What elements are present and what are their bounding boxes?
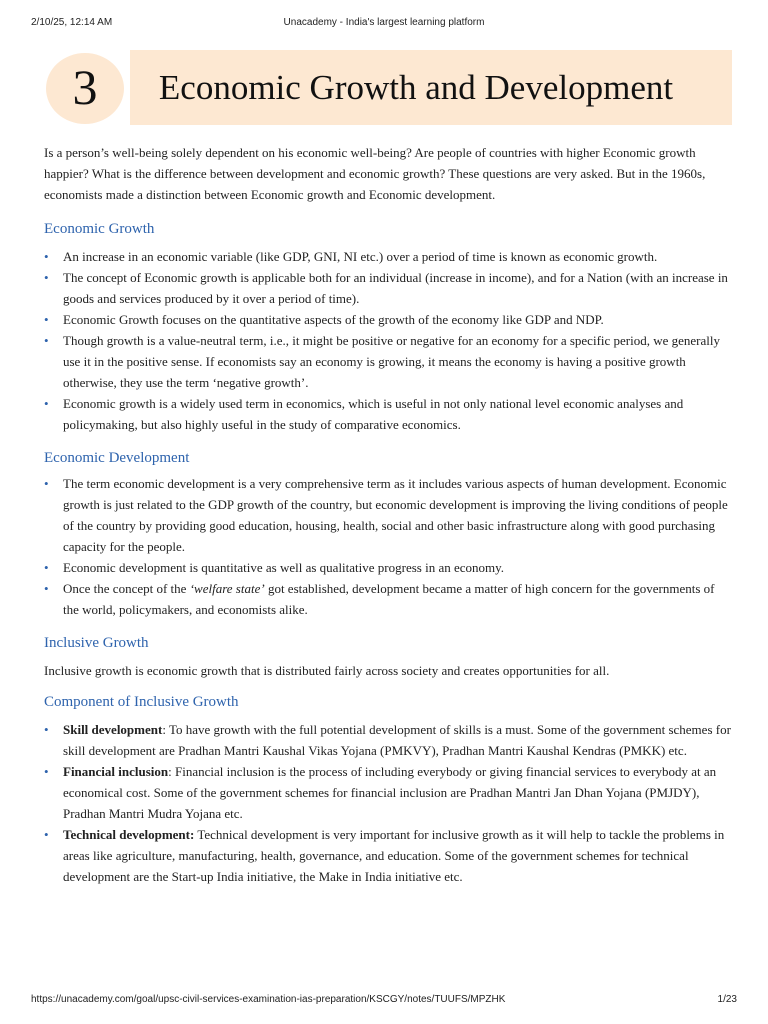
bullet-icon: • [44,764,49,779]
list-item: • The term economic development is a very comprehensive term as it includes various aspects of human development. Economic growth is just related to the GDP growth of the country, but economic development is improving the living conditions of people of the country by providing good education, housing, health, social and other basic infrastructure along with good purchasing capacity for the people. [44,473,732,557]
list-item: • An increase in an economic variable (like GDP, GNI, NI etc.) over a period of time is known as economic growth. [44,246,732,267]
bullet-icon: • [44,722,49,737]
list-item: • Economic Growth focuses on the quantitative aspects of the growth of the economy like GDP and NDP. [44,309,732,330]
heading-economic-growth: Economic Growth [44,221,155,237]
list-item: • The concept of Economic growth is applicable both for an individual (increase in income), and for a Nation (with an increase in goods and services produced by it over a period of time). [44,267,732,309]
bullet-icon: • [44,270,49,285]
print-footer [0,994,768,1008]
heading-components-inclusive-growth: Component of Inclusive Growth [44,694,239,710]
intro-paragraph: Is a person’s well-being solely dependent on his economic well-being? Are people of countries with higher Economic growth happier? What is the difference between development and economic growth? These questions are very asked. But in the 1960s, economists made a distinction between Economic growth and Economic development. [44,145,706,202]
bullet-icon: • [44,249,49,264]
print-datetime: 2/10/25, 12:14 AM [31,17,113,28]
bullet-icon: • [44,560,49,575]
bullet-icon: • [44,476,49,491]
list-item: • Skill development: To have growth with the full potential development of skills is a must. Some of the government schemes for skill development are Pradhan Mantri Kaushal Vikas Yojana (PMKVY), Pradhan Mantri Kaushal Kendras (PMKK) etc. [44,719,732,761]
inclusive-growth-paragraph: Inclusive growth is economic growth that is distributed fairly across society and creates opportunities for all. [44,663,610,678]
welfare-state-term: ‘welfare state’ [189,581,265,596]
print-url: https://unacademy.com/goal/upsc-civil-services-examination-ias-preparation/KSCGY/notes/TUUFS/MPZHK [31,994,506,1005]
economic-development-list [44,473,732,620]
list-item: • Though growth is a value-neutral term, i.e., it might be positive or negative for an economy for a specific period, we generally use it in the positive sense. If economists say an economy is growing, it means the economy is having a positive growth otherwise, they use the term ‘negative growth’. [44,330,732,393]
bullet-icon: • [44,581,49,596]
chapter-number: 3 [72,59,98,115]
print-page-title: Unacademy - India's largest learning platform [283,17,485,28]
economic-growth-list [44,246,732,435]
list-item: • Economic development is quantitative as well as qualitative progress in an economy. [44,557,732,578]
bullet-icon: • [44,396,49,411]
list-item: • Technical development: Technical development is very important for inclusive growth as it will help to tackle the problems in areas like agriculture, manufacturing, health, governance, and education. Some of the government schemes for technical development are the Start-up India initiative, the Make in India initiative etc. [44,824,732,887]
components-list [44,719,732,887]
heading-inclusive-growth: Inclusive Growth [44,635,149,651]
list-item: • Economic growth is a widely used term in economics, which is useful in not only national level economic analyses and policymaking, but also highly useful in the study of comparative economics. [44,393,732,435]
heading-economic-development: Economic Development [44,450,190,466]
bullet-icon: • [44,333,49,348]
document-body [44,142,732,887]
chapter-title: Economic Growth and Development [158,68,674,107]
print-header [0,17,768,31]
bullet-icon: • [44,312,49,327]
page-indicator: 1/23 [717,994,737,1005]
bullet-icon: • [44,827,49,842]
list-item: • Once the concept of the ‘welfare state’ got established, development became a matter of high concern for the governments of the world, policymakers, and economists alike. [44,578,732,620]
list-item: • Financial inclusion: Financial inclusion is the process of including everybody or giving financial services to everybody at an economical cost. Some of the government schemes for financial inclusion are Pradhan Mantri Jan Dhan Yojana (PMJDY), Pradhan Mantri Mudra Yojana etc. [44,761,732,824]
